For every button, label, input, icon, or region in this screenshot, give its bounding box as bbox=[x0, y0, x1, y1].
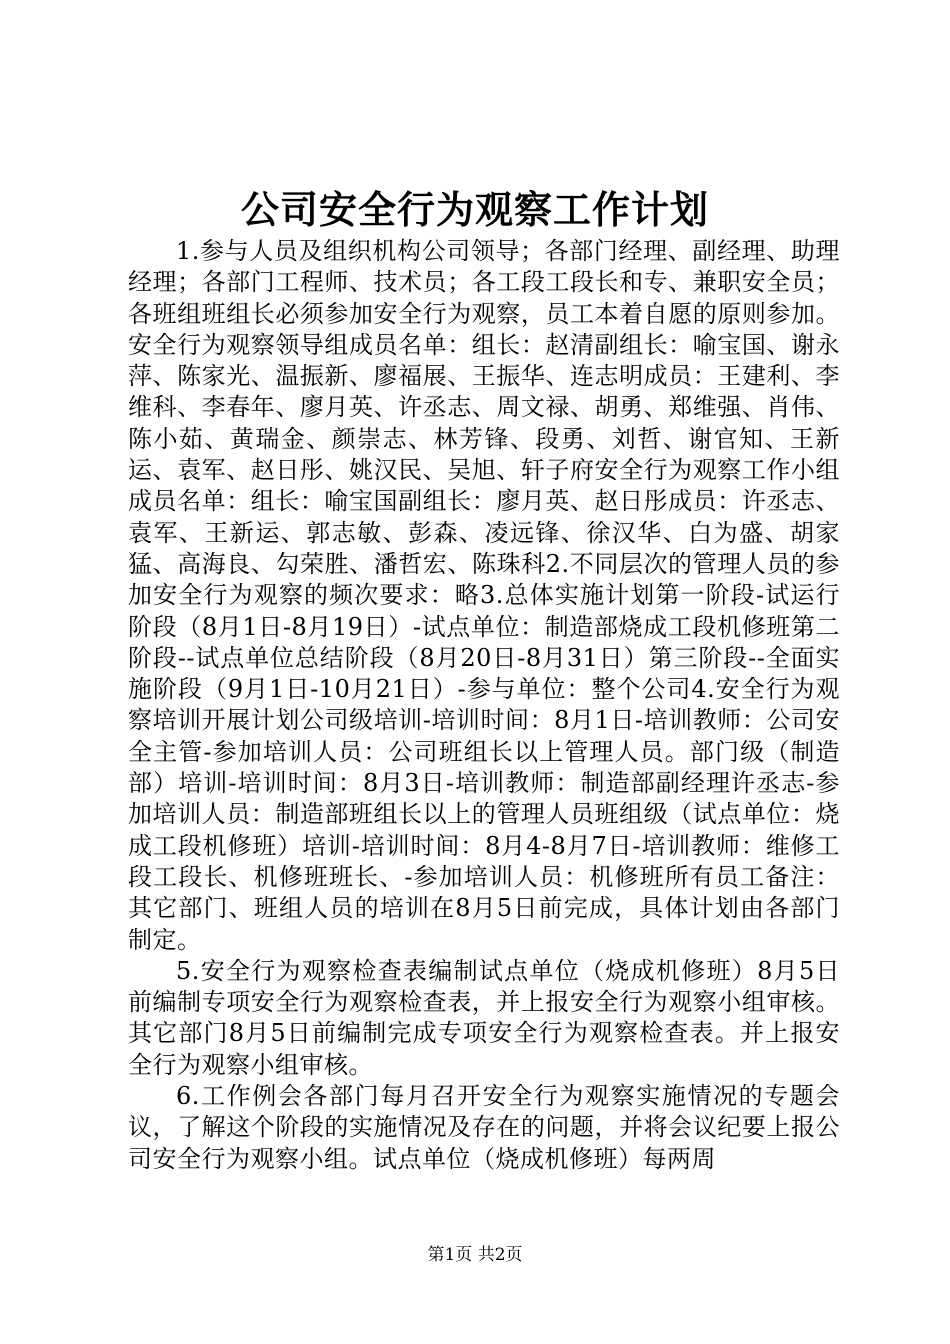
paragraph: 6.工作例会各部门每月召开安全行为观察实施情况的专题会议，了解这个阶段的实施情况及存在的问题，并将会议纪要上报公司安全行为观察小组。试点单位（烧成机修班）每两周 bbox=[128, 1082, 840, 1173]
page-title: 公司安全行为观察工作计划 bbox=[240, 187, 709, 232]
paragraph: 1.参与人员及组织机构公司领导；各部门经理、副经理、助理经理；各部门工程师、技术员；各工段工段长和专、兼职安全员；各班组班组长必须参加安全行为观察，员工本着自愿的原则参加。安全行为观察领导组成员名单：组长：赵清副组长：喻宝国、谢永萍、陈家光、温振新、廖福展、王振华、连志明成员：王建利、李维科、李春年、廖月英、许丞志、周文禄、胡勇、郑维强、肖伟、陈小茹、黄瑞金、颜崇志、林芳锋、段勇、刘哲、谢官知、王新运、袁军、赵日彤、姚汉民、吴旭、轩子府安全行为观察工作小组成员名单：组长：喻宝国副组长：廖月英、赵日彤成员：许丞志、袁军、王新运、郭志敏、彭森、凌远锋、徐汉华、白为盛、胡家猛、高海良、勾荣胜、潘哲宏、陈珠科2.不同层次的管理人员的参加安全行为观察的频次要求：略3.总体实施计划第一阶段-试运行阶段（8月1日-8月19日）-试点单位：制造部烧成工段机修班第二阶段--试点单位总结阶段（8月20日-8月31日）第三阶段--全面实施阶段（9月1日-10月21日）-参与单位：整个公司4.安全行为观察培训开展计划公司级培训-培训时间：8月1日-培训教师：公司安全主管-参加培训人员：公司班组长以上管理人员。部门级（制造部）培训-培训时间：8月3日-培训教师：制造部副经理许丞志-参加培训人员：制造部班组长以上的管理人员班组级（试点单位：烧成工段机修班）培训-培训时间：8月4-8月7日-培训教师：维修工段工段长、机修班班长、-参加培训人员：机修班所有员工备注：其它部门、班组人员的培训在8月5日前完成，具体计划由各部门制定。 bbox=[128, 237, 840, 954]
page-number-footer: 第1页 共2页 bbox=[427, 1245, 523, 1265]
document-body bbox=[128, 236, 840, 1175]
paragraph: 5.安全行为观察检查表编制试点单位（烧成机修班）8月5日前编制专项安全行为观察检查表，并上报安全行为观察小组审核。其它部门8月5日前编制完成专项安全行为观察检查表。并上报安全行为观察小组审核。 bbox=[128, 956, 840, 1079]
